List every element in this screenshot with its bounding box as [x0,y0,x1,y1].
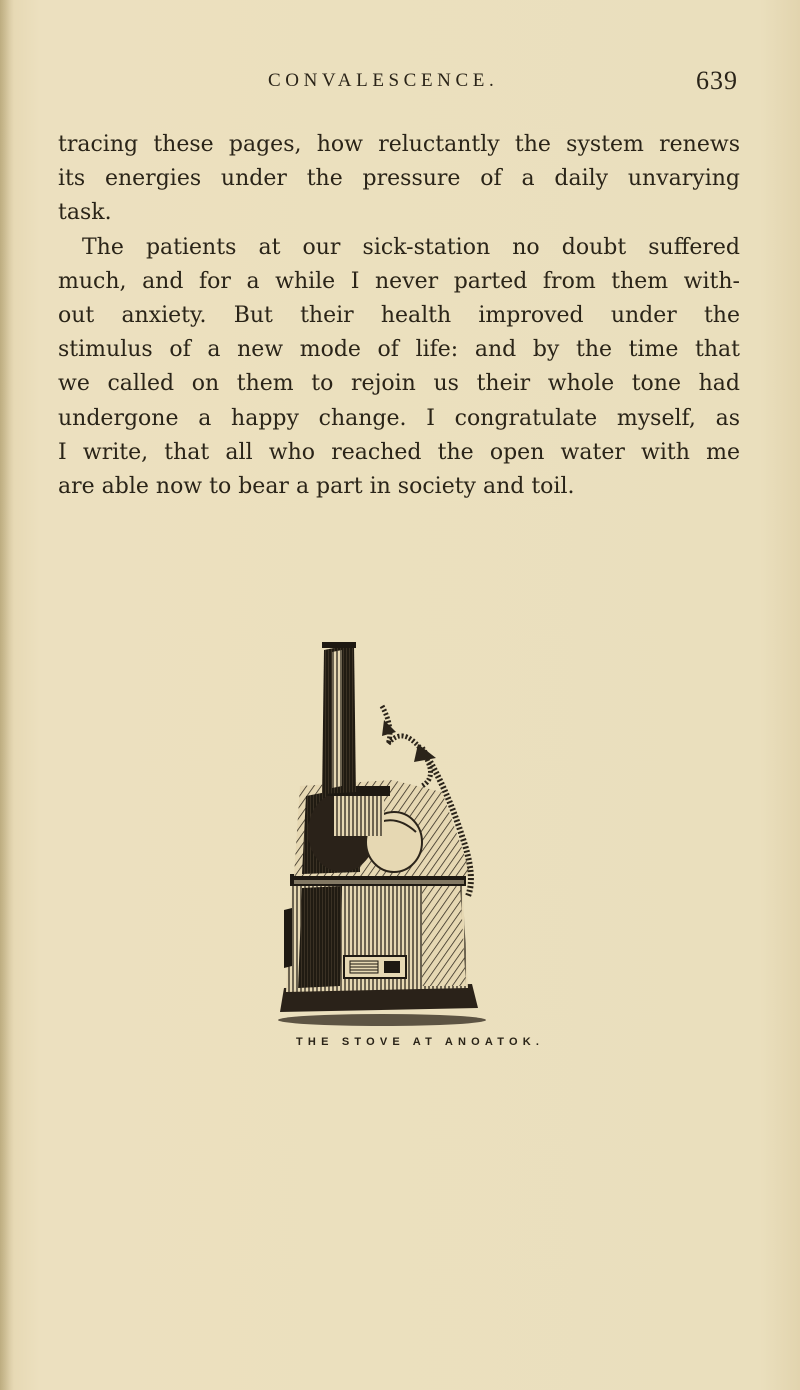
running-head: CONVALESCENCE. [268,70,499,91]
paragraph-1 [58,128,740,231]
smoke [382,706,431,786]
text-line: much, and for a while I never parted from them with- [58,268,740,294]
text-line: out anxiety. But their health improved under the [58,303,740,329]
paragraph-2 [58,231,740,505]
text-line: tracing these pages, how reluctantly the system renews [58,132,740,157]
text-line: stimulus of a new mode of life: and by the time that [58,337,740,363]
page-header [268,66,738,100]
text-line: I write, that all who reached the open water with me [58,439,740,465]
text-line: The patients at our sick-station no doubt suffered [82,234,740,260]
figure-caption: THE STOVE AT ANOATOK. [296,1036,545,1048]
body-text [58,128,740,504]
text-line: we called on them to rejoin us their whole tone had [58,371,740,397]
text-line: its energies under the pressure of a daily unvarying [58,166,740,192]
text-line: are able now to bear a part in society and toil. [58,474,575,500]
stove-illustration [272,636,512,1028]
gutter-shadow [0,0,14,1390]
page-number: 639 [696,66,738,95]
text-line: undergone a happy change. I congratulate myself, as [58,405,740,431]
text-line: task. [58,200,112,226]
